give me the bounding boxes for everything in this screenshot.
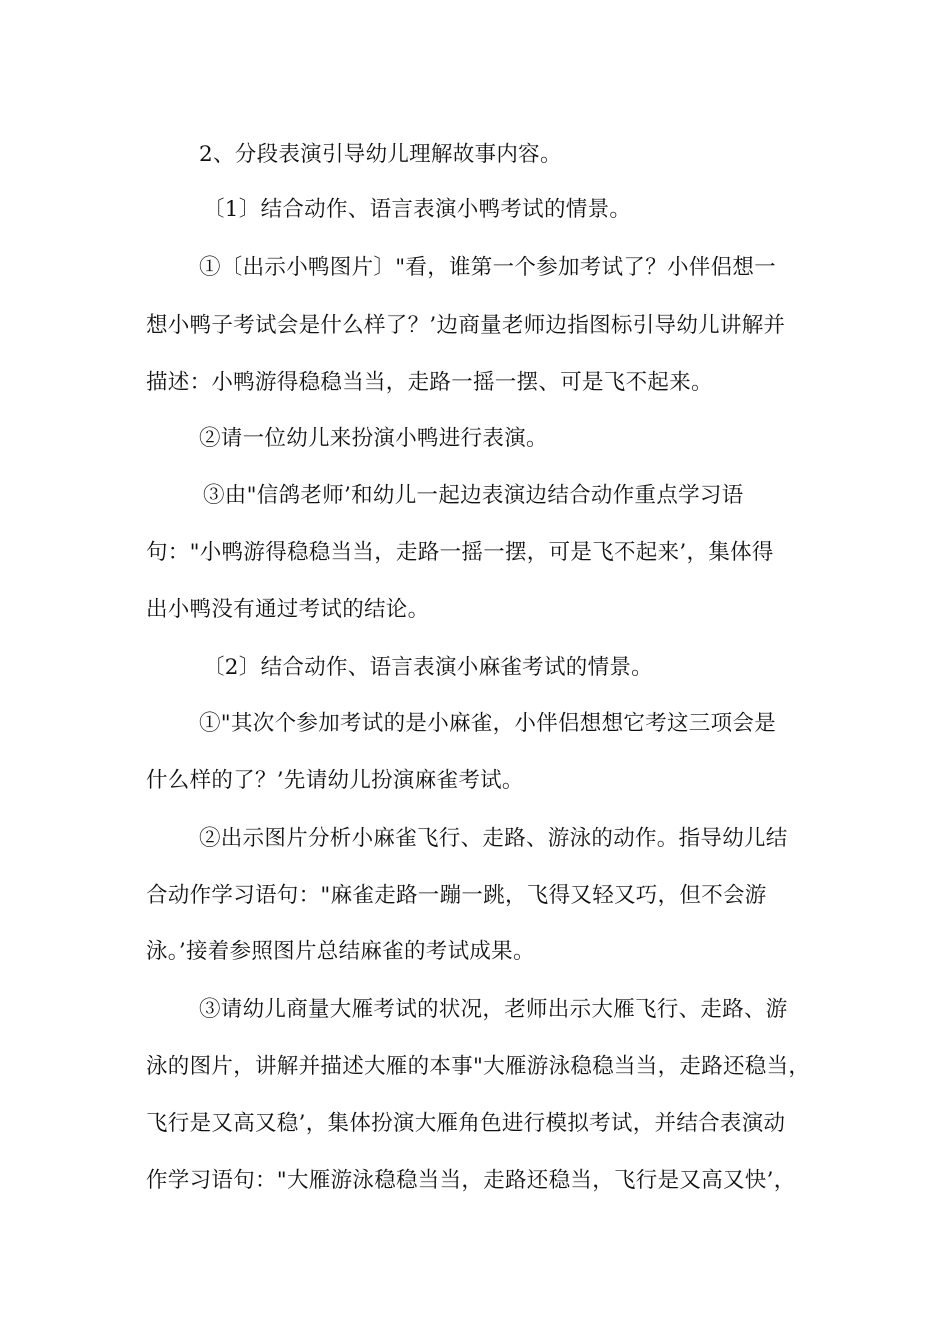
- paragraph-line: 合动作学习语句："麻雀走路一蹦一跳，飞得又轻又巧，但不会游: [146, 883, 767, 908]
- paragraph-line: ②请一位幼儿来扮演小鸭进行表演。: [199, 426, 548, 451]
- paragraph-line: 〔1〕结合动作、语言表演小鸭考试的情景。: [203, 197, 632, 222]
- paragraph-line: 2、分段表演引导幼儿理解故事内容。: [199, 142, 562, 167]
- paragraph-line: ①〔出示小鸭图片〕"看，谁第一个参加考试了？小伴侣想一: [199, 255, 776, 280]
- paragraph-line: ③由"信鸽老师’和幼儿一起边表演边结合动作重点学习语: [203, 483, 744, 508]
- paragraph-line: 描述：小鸭游得稳稳当当，走路一摇一摆、可是飞不起来。: [146, 370, 713, 395]
- paragraph-line: 泳的图片，讲解并描述大雁的本事"大雁游泳稳稳当当，走路还稳当，: [146, 1054, 811, 1079]
- paragraph-line: 句："小鸭游得稳稳当当，走路一摇一摆，可是飞不起来’，集体得: [146, 540, 774, 565]
- paragraph-line: ①"其次个参加考试的是小麻雀，小伴侣想想它考这三项会是: [199, 711, 776, 736]
- paragraph-line: 〔2〕结合动作、语言表演小麻雀考试的情景。: [203, 655, 653, 680]
- paragraph-line: 作学习语句："大雁游泳稳稳当当，走路还稳当，飞行是又高又快’，: [146, 1168, 796, 1193]
- paragraph-line: 什么样的了？’先请幼儿扮演麻雀考试。: [146, 768, 524, 793]
- paragraph-line: ②出示图片分析小麻雀飞行、走路、游泳的动作。指导幼儿结: [199, 826, 788, 851]
- paragraph-line: ③请幼儿商量大雁考试的状况，老师出示大雁飞行、走路、游: [199, 997, 788, 1022]
- paragraph-line: 出小鸭没有通过考试的结论。: [146, 597, 430, 622]
- paragraph-line: 飞行是又高又稳’，集体扮演大雁角色进行模拟考试，并结合表演动: [146, 1111, 786, 1136]
- paragraph-line: 泳。’接着参照图片总结麻雀的考试成果。: [146, 939, 535, 964]
- paragraph-line: 想小鸭子考试会是什么样了？’边商量老师边指图标引导幼儿讲解并: [146, 313, 786, 338]
